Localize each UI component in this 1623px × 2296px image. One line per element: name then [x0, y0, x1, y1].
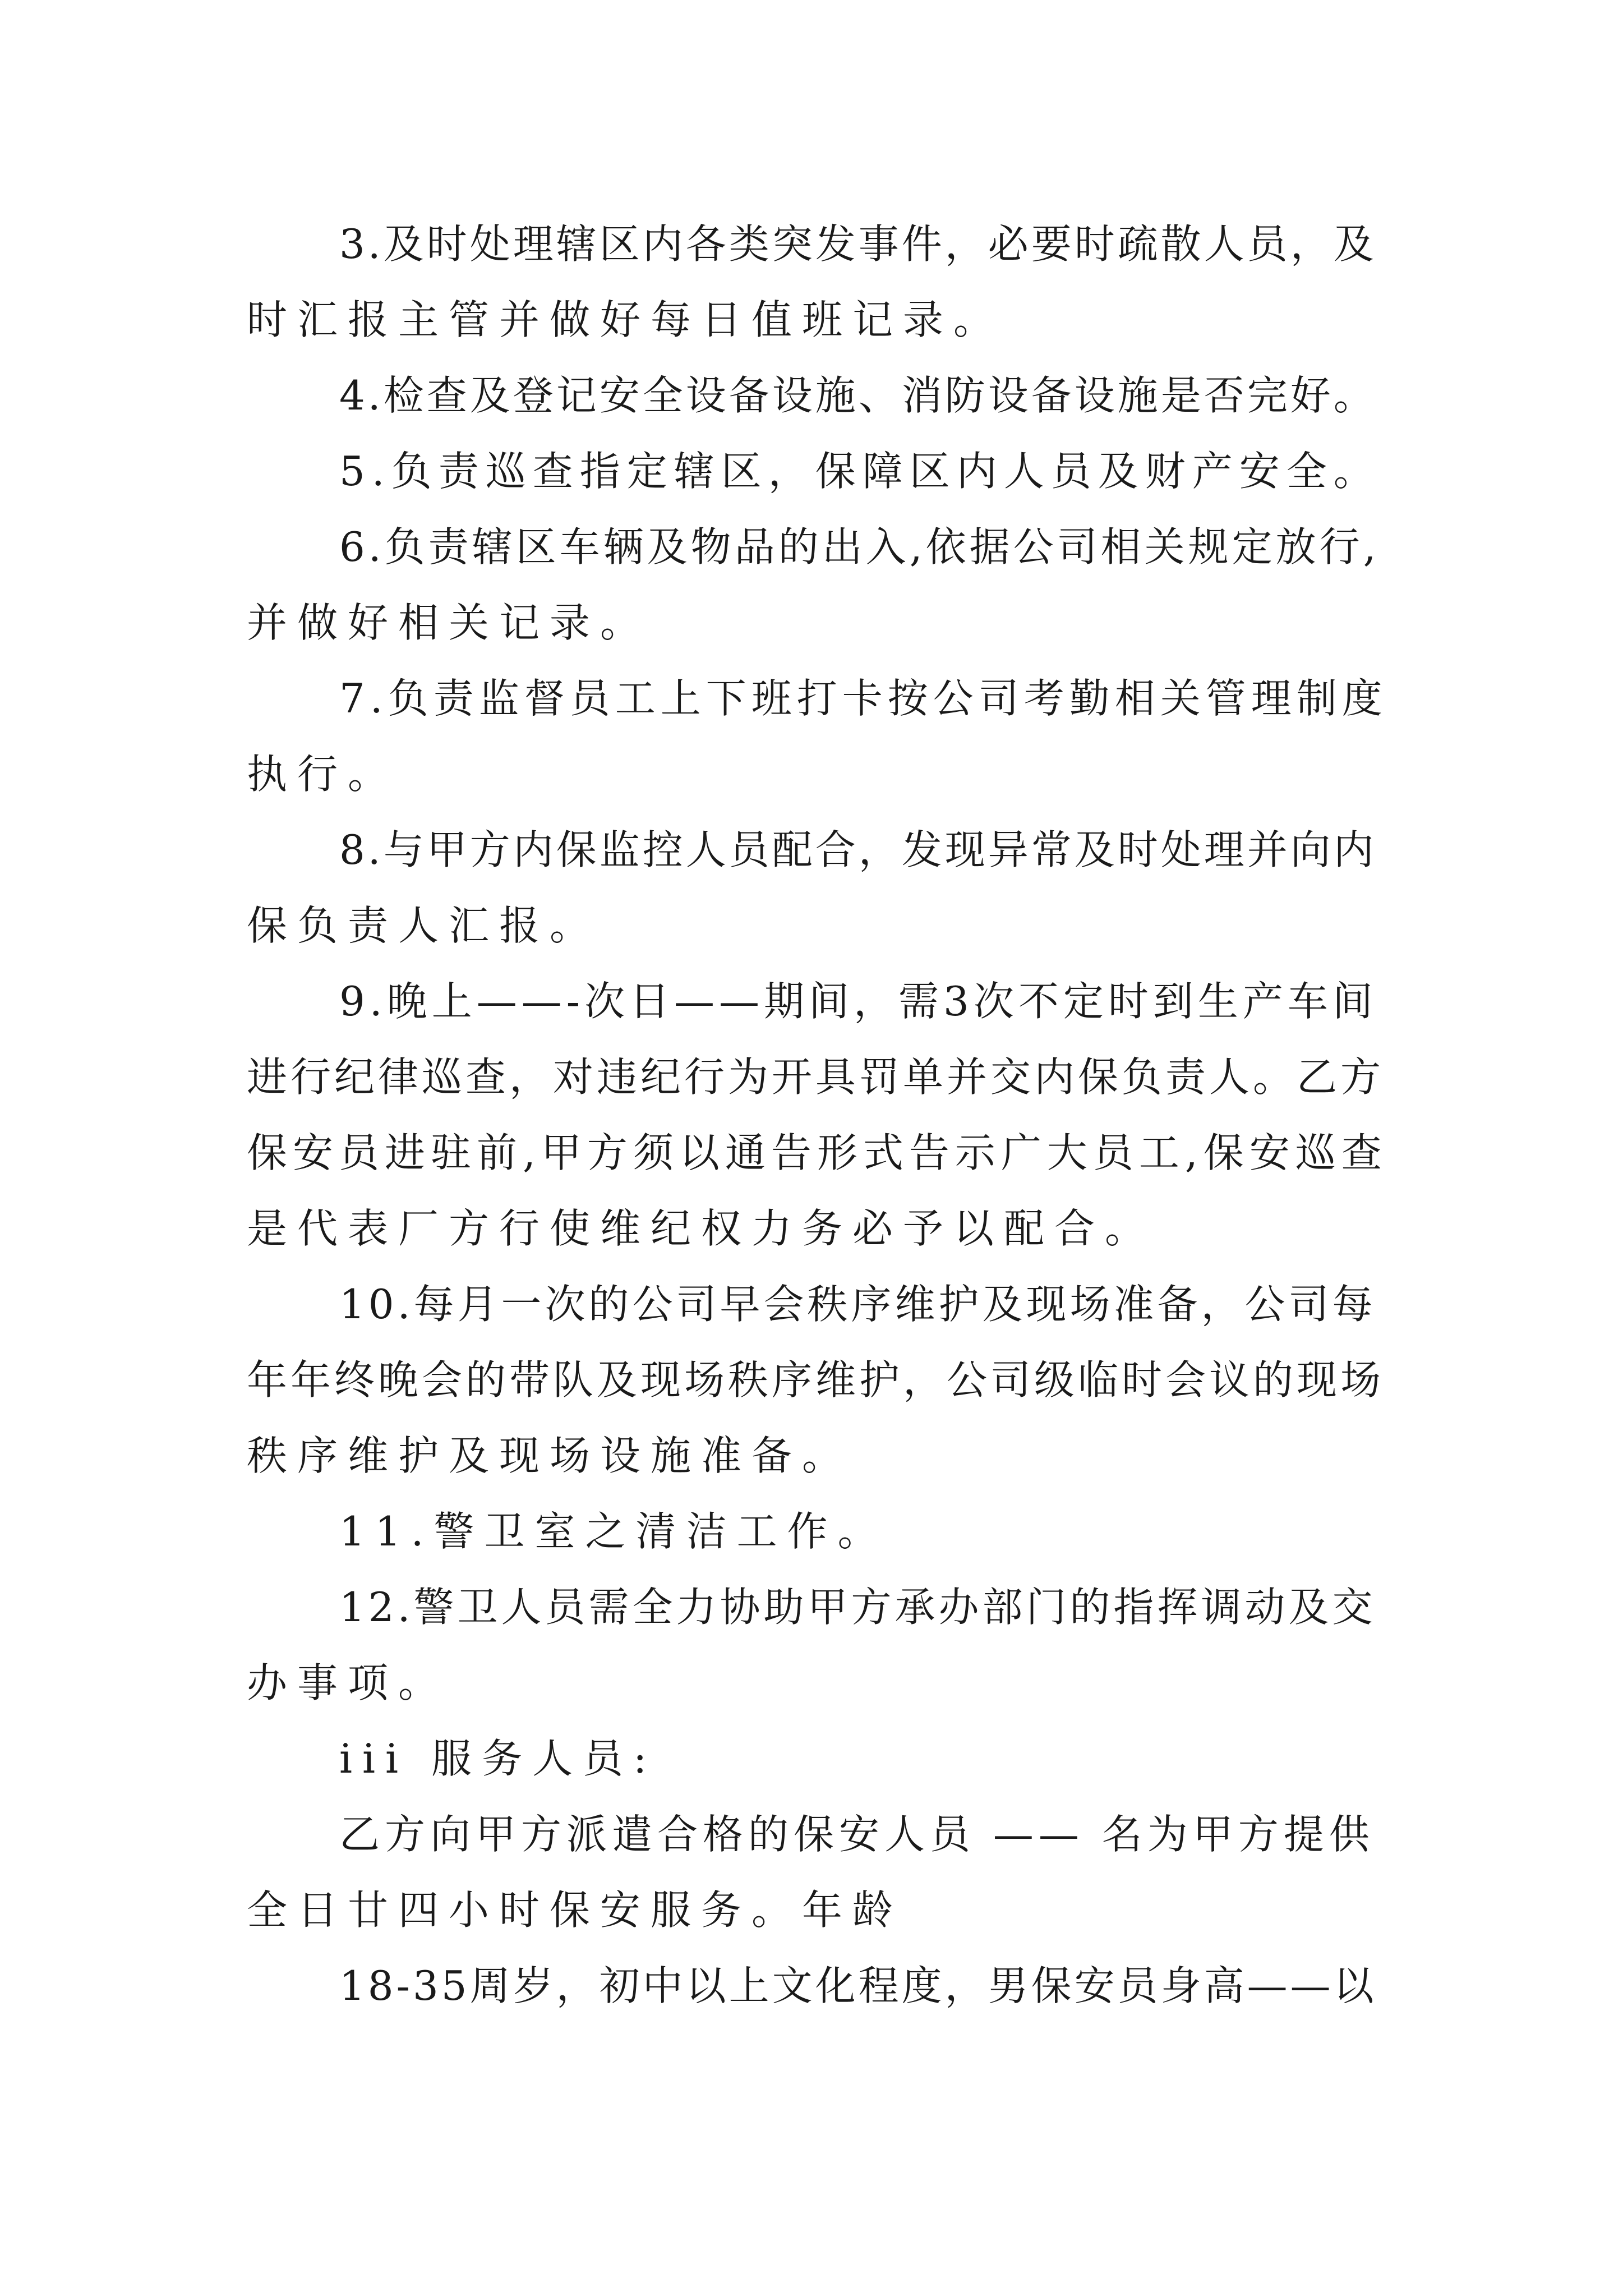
paragraph-line: 11.警卫室之清洁工作。: [339, 1508, 888, 1555]
paragraph-line: 8.与甲方内保监控人员配合，发现异常及时处理并向内: [339, 826, 1377, 873]
paragraph-line: 5.负责巡查指定辖区，保障区内人员及财产安全。: [339, 448, 1381, 495]
paragraph-line: 并做好相关记录。: [247, 599, 651, 646]
section-heading: iii 服务人员:: [339, 1735, 657, 1782]
paragraph-line: 10.每月一次的公司早会秩序维护及现场准备，公司每: [339, 1281, 1376, 1328]
paragraph-line: 3.及时处理辖区内各类突发事件，必要时疏散人员，及: [339, 220, 1377, 268]
paragraph-line: 9.晚上——-次日——期间，需3次不定时到生产车间: [339, 978, 1377, 1025]
paragraph-line: 进行纪律巡查，对违纪行为开具罚单并交内保负责人。乙方: [247, 1053, 1385, 1101]
paragraph-line: 18-35周岁，初中以上文化程度，男保安员身高——以: [339, 1962, 1377, 2009]
paragraph-line: 全日廿四小时保安服务。年龄: [247, 1887, 903, 1934]
paragraph-line: 年年终晚会的带队及现场秩序维护，公司级临时会议的现场: [247, 1356, 1385, 1404]
paragraph-line: 乙方向甲方派遣合格的保安人员 —— 名为甲方提供: [339, 1811, 1375, 1858]
paragraph-line: 时汇报主管并做好每日值班记录。: [247, 296, 1004, 343]
paragraph-line: 保负责人汇报。: [247, 902, 601, 949]
paragraph-line: 是代表厂方行使维纪权力务必予以配合。: [247, 1205, 1156, 1252]
paragraph-line: 保安员进驻前,甲方须以通告形式告示广大员工,保安巡查: [247, 1129, 1387, 1176]
paragraph-line: 办事项。: [247, 1659, 449, 1706]
paragraph-line: 12.警卫人员需全力协助甲方承办部门的指挥调动及交: [339, 1584, 1376, 1631]
paragraph-line: 执行。: [247, 751, 399, 798]
paragraph-line: 秩序维护及现场设施准备。: [247, 1432, 853, 1479]
paragraph-line: 6.负责辖区车辆及物品的出入,依据公司相关规定放行,: [339, 523, 1380, 570]
paragraph-line: 4.检查及登记安全设备设施、消防设备设施是否完好。: [339, 372, 1377, 419]
paragraph-line: 7.负责监督员工上下班打卡按公司考勤相关管理制度: [339, 675, 1387, 722]
